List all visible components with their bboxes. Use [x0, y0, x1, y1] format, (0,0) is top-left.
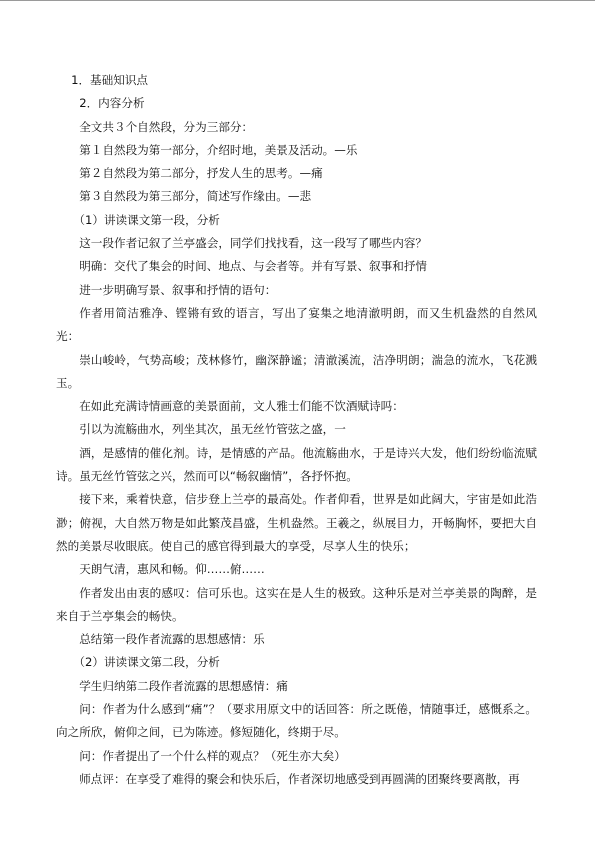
paragraph: 作者发出由衷的感叹：信可乐也。这实在是人生的极致。这种乐是对兰亭美景的陶醉，是来自于兰亭集会的畅快。	[56, 585, 537, 623]
paragraph: 进一步明确写景、叙事和抒情的语句：	[79, 282, 277, 297]
paragraph: 酒，是感情的催化剂。诗，是情感的产品。他流觞曲水，于是诗兴大发，他们纷纷临流赋诗。虽无丝竹管弦之兴，然而可以“畅叙幽情”，各抒怀抱。	[56, 445, 537, 484]
paragraph: 总结第一段作者流露的思想感情：乐	[79, 632, 265, 647]
page-top-border	[0, 0, 595, 1]
paragraph: 问：作者为什么感到“痛”？（要求用原文中的话回答：所之既倦，情随事迁，感慨系之。向之所欣，俯仰之间，已为陈迹。修短随化，终期于尽。	[56, 702, 537, 740]
document-body	[56, 69, 537, 791]
paragraph: 全文共３个自然段，分为三部分：	[79, 119, 254, 134]
paragraph: 明确：交代了集会的时间、地点、与会者等。并有写景、叙事和抒情	[79, 259, 428, 274]
paragraph: 问：作者提出了一个什么样的观点？（死生亦大矣）	[79, 748, 346, 763]
paragraph: 天朗气清，惠风和畅。仰……俯……	[79, 562, 265, 577]
subsection-heading: （2）讲读课文第二段，分析	[73, 655, 220, 670]
paragraph: 第１自然段为第一部分，介绍时地，美景及活动。—乐	[79, 142, 358, 157]
paragraph: 引以为流觞曲水，列坐其次，虽无丝竹管弦之盛，一	[79, 422, 346, 437]
paragraph: 作者用简洁雅净、铿锵有致的语言，写出了宴集之地清澈明朗，而又生机盎然的自然风光：	[56, 305, 537, 344]
paragraph: 第３自然段为第三部分，简述写作缘由。—悲	[79, 189, 312, 204]
paragraph: 在如此充满诗情画意的美景面前，文人雅士们能不饮酒赋诗吗：	[79, 399, 404, 414]
paragraph: 师点评：在享受了难得的聚会和快乐后，作者深切地感受到再圆满的团聚终要离散，再	[79, 771, 520, 786]
paragraph: 第２自然段为第二部分，抒发人生的思考。—痛	[79, 166, 323, 181]
paragraph: 学生归纳第二段作者流露的思想感情：痛	[79, 678, 288, 693]
paragraph: 崇山峻岭，气势高峻；茂林修竹，幽深静谧；清澈溪流，洁净明朗；湍急的流水，飞花溅玉。	[56, 352, 537, 390]
section-heading-analysis: 2．内容分析	[79, 96, 145, 111]
paragraph: 这一段作者记叙了兰亭盛会，同学们找找看，这一段写了哪些内容？	[79, 236, 428, 251]
paragraph: 接下来，乘着快意，信步登上兰亭的最高处。作者仰看，世界是如此阔大，宇宙是如此浩渺；俯视，大自然万物是如此繁茂昌盛，生机盎然。王羲之，纵展目力，开畅胸怀，要把大自然的美景尽收眼底。使自己的感官得到最大的享受，尽享人生的快乐；	[56, 492, 537, 553]
subsection-heading: （1）讲读课文第一段，分析	[73, 212, 220, 227]
section-heading-basics: 1．基础知识点	[71, 73, 149, 87]
